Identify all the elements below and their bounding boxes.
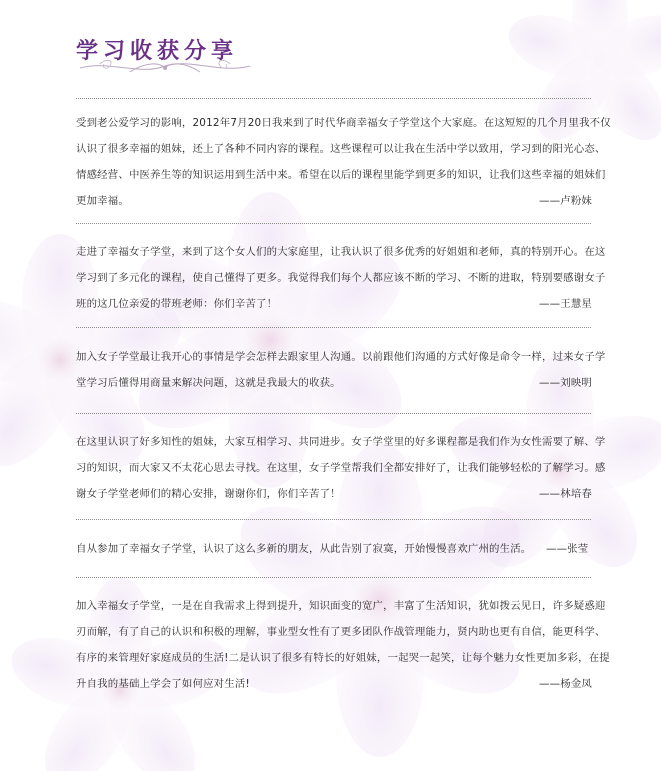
flourish-ornament-icon <box>70 54 260 80</box>
divider <box>76 519 591 520</box>
page-title: 学习收获分享 <box>76 38 239 64</box>
testimonial-entry-3 <box>76 344 606 396</box>
entry-line-last <box>76 671 592 697</box>
entry-author: ——刘映明 <box>539 377 592 389</box>
entry-author: ——张莹 <box>546 543 589 555</box>
testimonial-entry-2 <box>76 239 606 317</box>
testimonial-entry-4 <box>76 429 606 507</box>
testimonial-entry-6 <box>76 593 610 697</box>
divider <box>76 98 591 99</box>
entry-line: 走进了幸福女子学堂，来到了这个女人们的大家庭里，让我认识了很多优秀的好姐姐和老师，真的特别开心。在这 <box>76 246 606 258</box>
divider <box>76 413 591 414</box>
entry-line-last <box>76 370 592 396</box>
entry-line-text: 谢女子学堂老师们的精心安排，谢谢你们，你们辛苦了！ <box>76 488 341 500</box>
entry-author: ——林培春 <box>539 488 592 500</box>
entry-author: ——卢粉妹 <box>539 195 592 207</box>
entry-line-last <box>76 536 592 562</box>
entry-line: 情感经营、中医养生等的知识运用到生活中来。希望在以后的课程里能学到更多的知识，让我们这些幸福的姐妹们 <box>76 169 606 181</box>
divider <box>76 327 591 328</box>
entry-author: ——杨金凤 <box>539 678 592 690</box>
testimonial-entry-5 <box>76 536 592 562</box>
entry-line: 刃而解，有了自己的认识和积极的理解，事业型女性有了更多团队作战管理能力，贤内助也更有自信，能更科学、 <box>76 626 606 638</box>
entry-line: 有序的来管理好家庭成员的生活!二是认识了很多有特长的好姐妹，一起哭一起笑，让每个魅力女性更加多彩，在提 <box>76 652 610 664</box>
entry-line-last <box>76 481 592 507</box>
entry-line-last <box>76 291 592 317</box>
entry-line-text: 升自我的基础上学会了如何应对生活! <box>76 678 250 690</box>
entry-line-text: 堂学习后懂得用商量来解决问题，这就是我最大的收获。 <box>76 377 341 389</box>
entry-line: 受到老公爱学习的影响，2012年7月20日我来到了时代华商幸福女子学堂这个大家庭。在这短短的几个月里我不仅 <box>76 117 611 129</box>
entry-line-text: 更加幸福。 <box>76 195 129 207</box>
divider <box>76 223 591 224</box>
entry-line: 在这里认识了好多知性的姐妹，大家互相学习、共同进步。女子学堂里的好多课程都是我们作为女性需要了解、学 <box>76 436 606 448</box>
entry-line: 习的知识，而大家又不太花心思去寻找。在这里，女子学堂帮我们全都安排好了，让我们能够轻松的了解学习。感 <box>76 462 606 474</box>
entry-line-last <box>76 188 592 214</box>
entry-line: 学习到了多元化的课程，使自己懂得了更多。我觉得我们每个人都应该不断的学习、不断的进取，特别要感谢女子 <box>76 272 606 284</box>
testimonial-entry-1 <box>76 110 611 214</box>
entry-line-text: 班的这几位亲爱的带班老师：你们辛苦了！ <box>76 298 278 310</box>
entry-line: 认识了很多幸福的姐妹，还上了各种不同内容的课程。这些课程可以让我在生活中学以致用，学习到的阳光心态、 <box>76 143 606 155</box>
entry-line: 加入幸福女子学堂，一是在自我需求上得到提升，知识面变的宽广，丰富了生活知识，犹如拨云见日，许多疑惑迎 <box>76 600 606 612</box>
entry-line: 加入女子学堂最让我开心的事情是学会怎样去跟家里人沟通。以前跟他们沟通的方式好像是命令一样，过来女子学 <box>76 351 606 363</box>
entry-author: ——王慧星 <box>539 298 592 310</box>
divider <box>76 577 591 578</box>
entry-line-text: 自从参加了幸福女子学堂，认识了这么多新的朋友，从此告别了寂寞，开始慢慢喜欢广州的生活。 <box>76 543 532 555</box>
title-block <box>70 34 260 80</box>
